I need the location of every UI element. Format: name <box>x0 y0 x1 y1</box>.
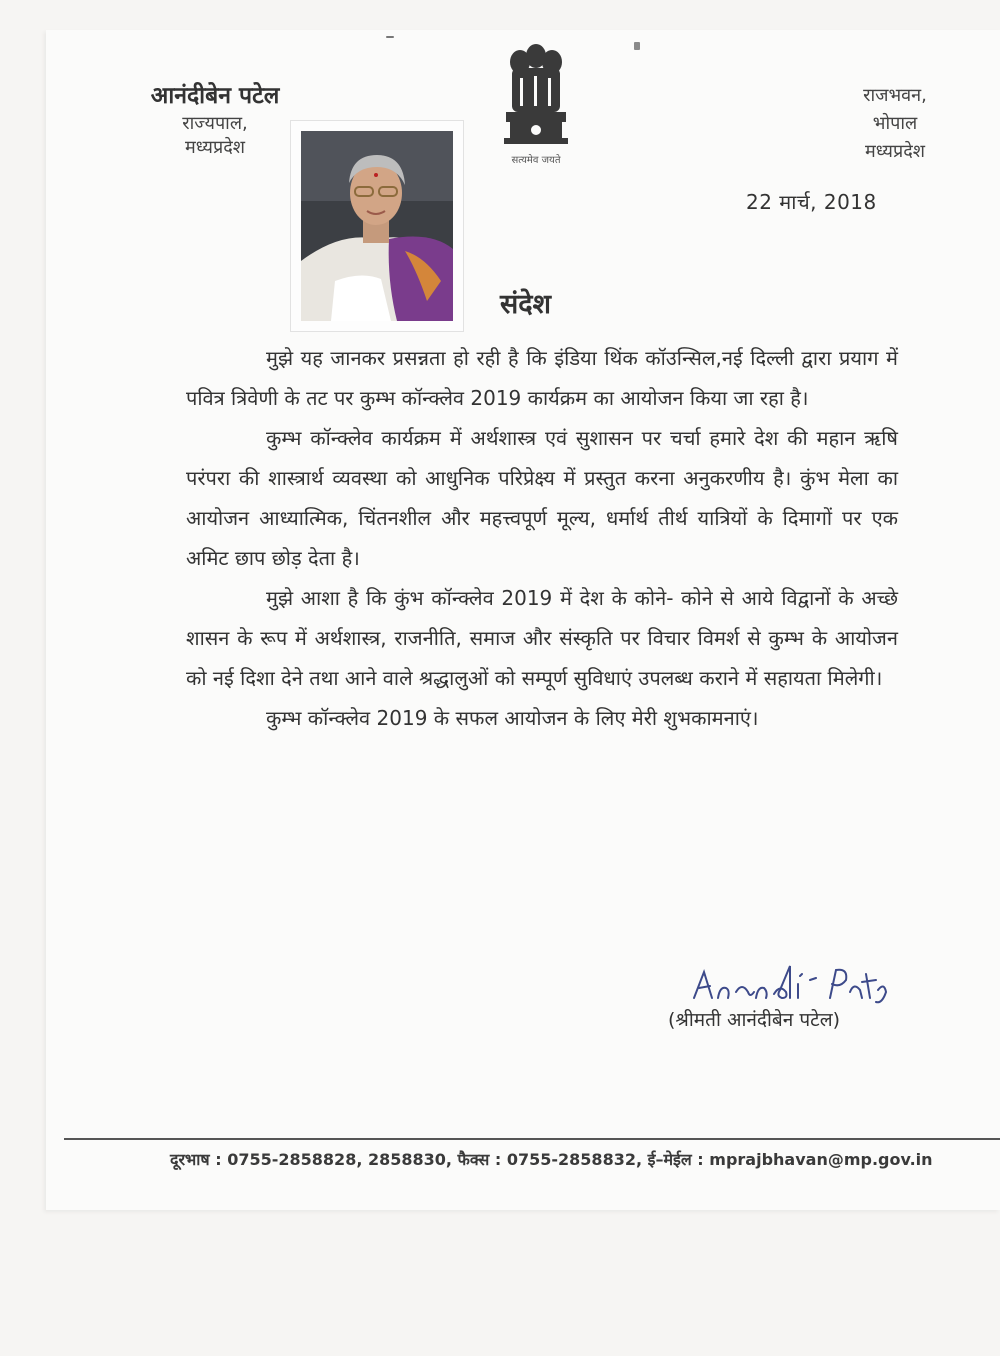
letter-body <box>186 338 898 738</box>
body-paragraph: कुम्भ कॉन्क्लेव 2019 के सफल आयोजन के लिए मेरी शुभकामनाएं। <box>266 706 759 730</box>
sender-name: आनंदीबेन पटेल <box>150 83 280 109</box>
emblem-motto: सत्यमेव जयते <box>511 155 561 166</box>
office-state: मध्यप्रदेश <box>864 141 925 162</box>
office-block <box>840 82 950 166</box>
contact-footer: दूरभाष : 0755-2858828, 2858830, फैक्स : 0755-2858832, ई–मेईल : mprajbhavan@mp.gov.in <box>170 1150 933 1169</box>
sender-state: मध्यप्रदेश <box>184 137 245 158</box>
body-paragraph: मुझे यह जानकर प्रसन्नता हो रही है कि इंडिया थिंक कॉउन्सिल,नई दिल्ली द्वारा प्रयाग में पवित्र त्रिवेणी के तट पर कुम्भ कॉन्क्लेव 2019 कार्यक्रम का आयोजन किया जा रहा है। <box>186 346 898 410</box>
sender-block <box>130 80 300 160</box>
footer-divider <box>64 1138 1000 1140</box>
sender-designation: राज्यपाल, <box>182 113 248 134</box>
body-paragraph: मुझे आशा है कि कुंभ कॉन्क्लेव 2019 में देश के कोने- कोने से आये विद्वानों के अच्छे शासन के रूप में अर्थशास्त्र, राजनीति, समाज और संस्कृति पर विचार विमर्श से कुम्भ के आयोजन को नई दिशा देने तथा आने वाले श्रद्धालुओं को सम्पूर्ण सुविधाएं उपलब्ध कराने में सहायता मिलेगी। <box>186 586 899 690</box>
body-paragraph: कुम्भ कॉन्क्लेव कार्यक्रम में अर्थशास्त्र एवं सुशासन पर चर्चा हमारे देश की महान ऋषि परंपरा की शास्त्रार्थ व्यवस्था को आधुनिक परिप्रेक्ष्य में प्रस्तुत करना अनुकरणीय है। कुंभ मेला का आयोजन आध्यात्मिक, चिंतनशील और महत्त्वपूर्ण मूल्य, धर्मार्थ तीर्थ यात्रियों के दिमागों पर एक अमिट छाप छोड़ देता है। <box>186 426 898 570</box>
handwritten-signature <box>690 962 890 1006</box>
signatory-name: (श्रीमती आनंदीबेन पटेल) <box>668 1009 841 1031</box>
office-name: राजभवन, <box>863 85 927 106</box>
office-city: भोपाल <box>872 113 918 134</box>
portrait-photo <box>290 120 464 332</box>
letter-date: 22 मार्च, 2018 <box>746 190 877 214</box>
letter-title: संदेश <box>500 289 551 320</box>
